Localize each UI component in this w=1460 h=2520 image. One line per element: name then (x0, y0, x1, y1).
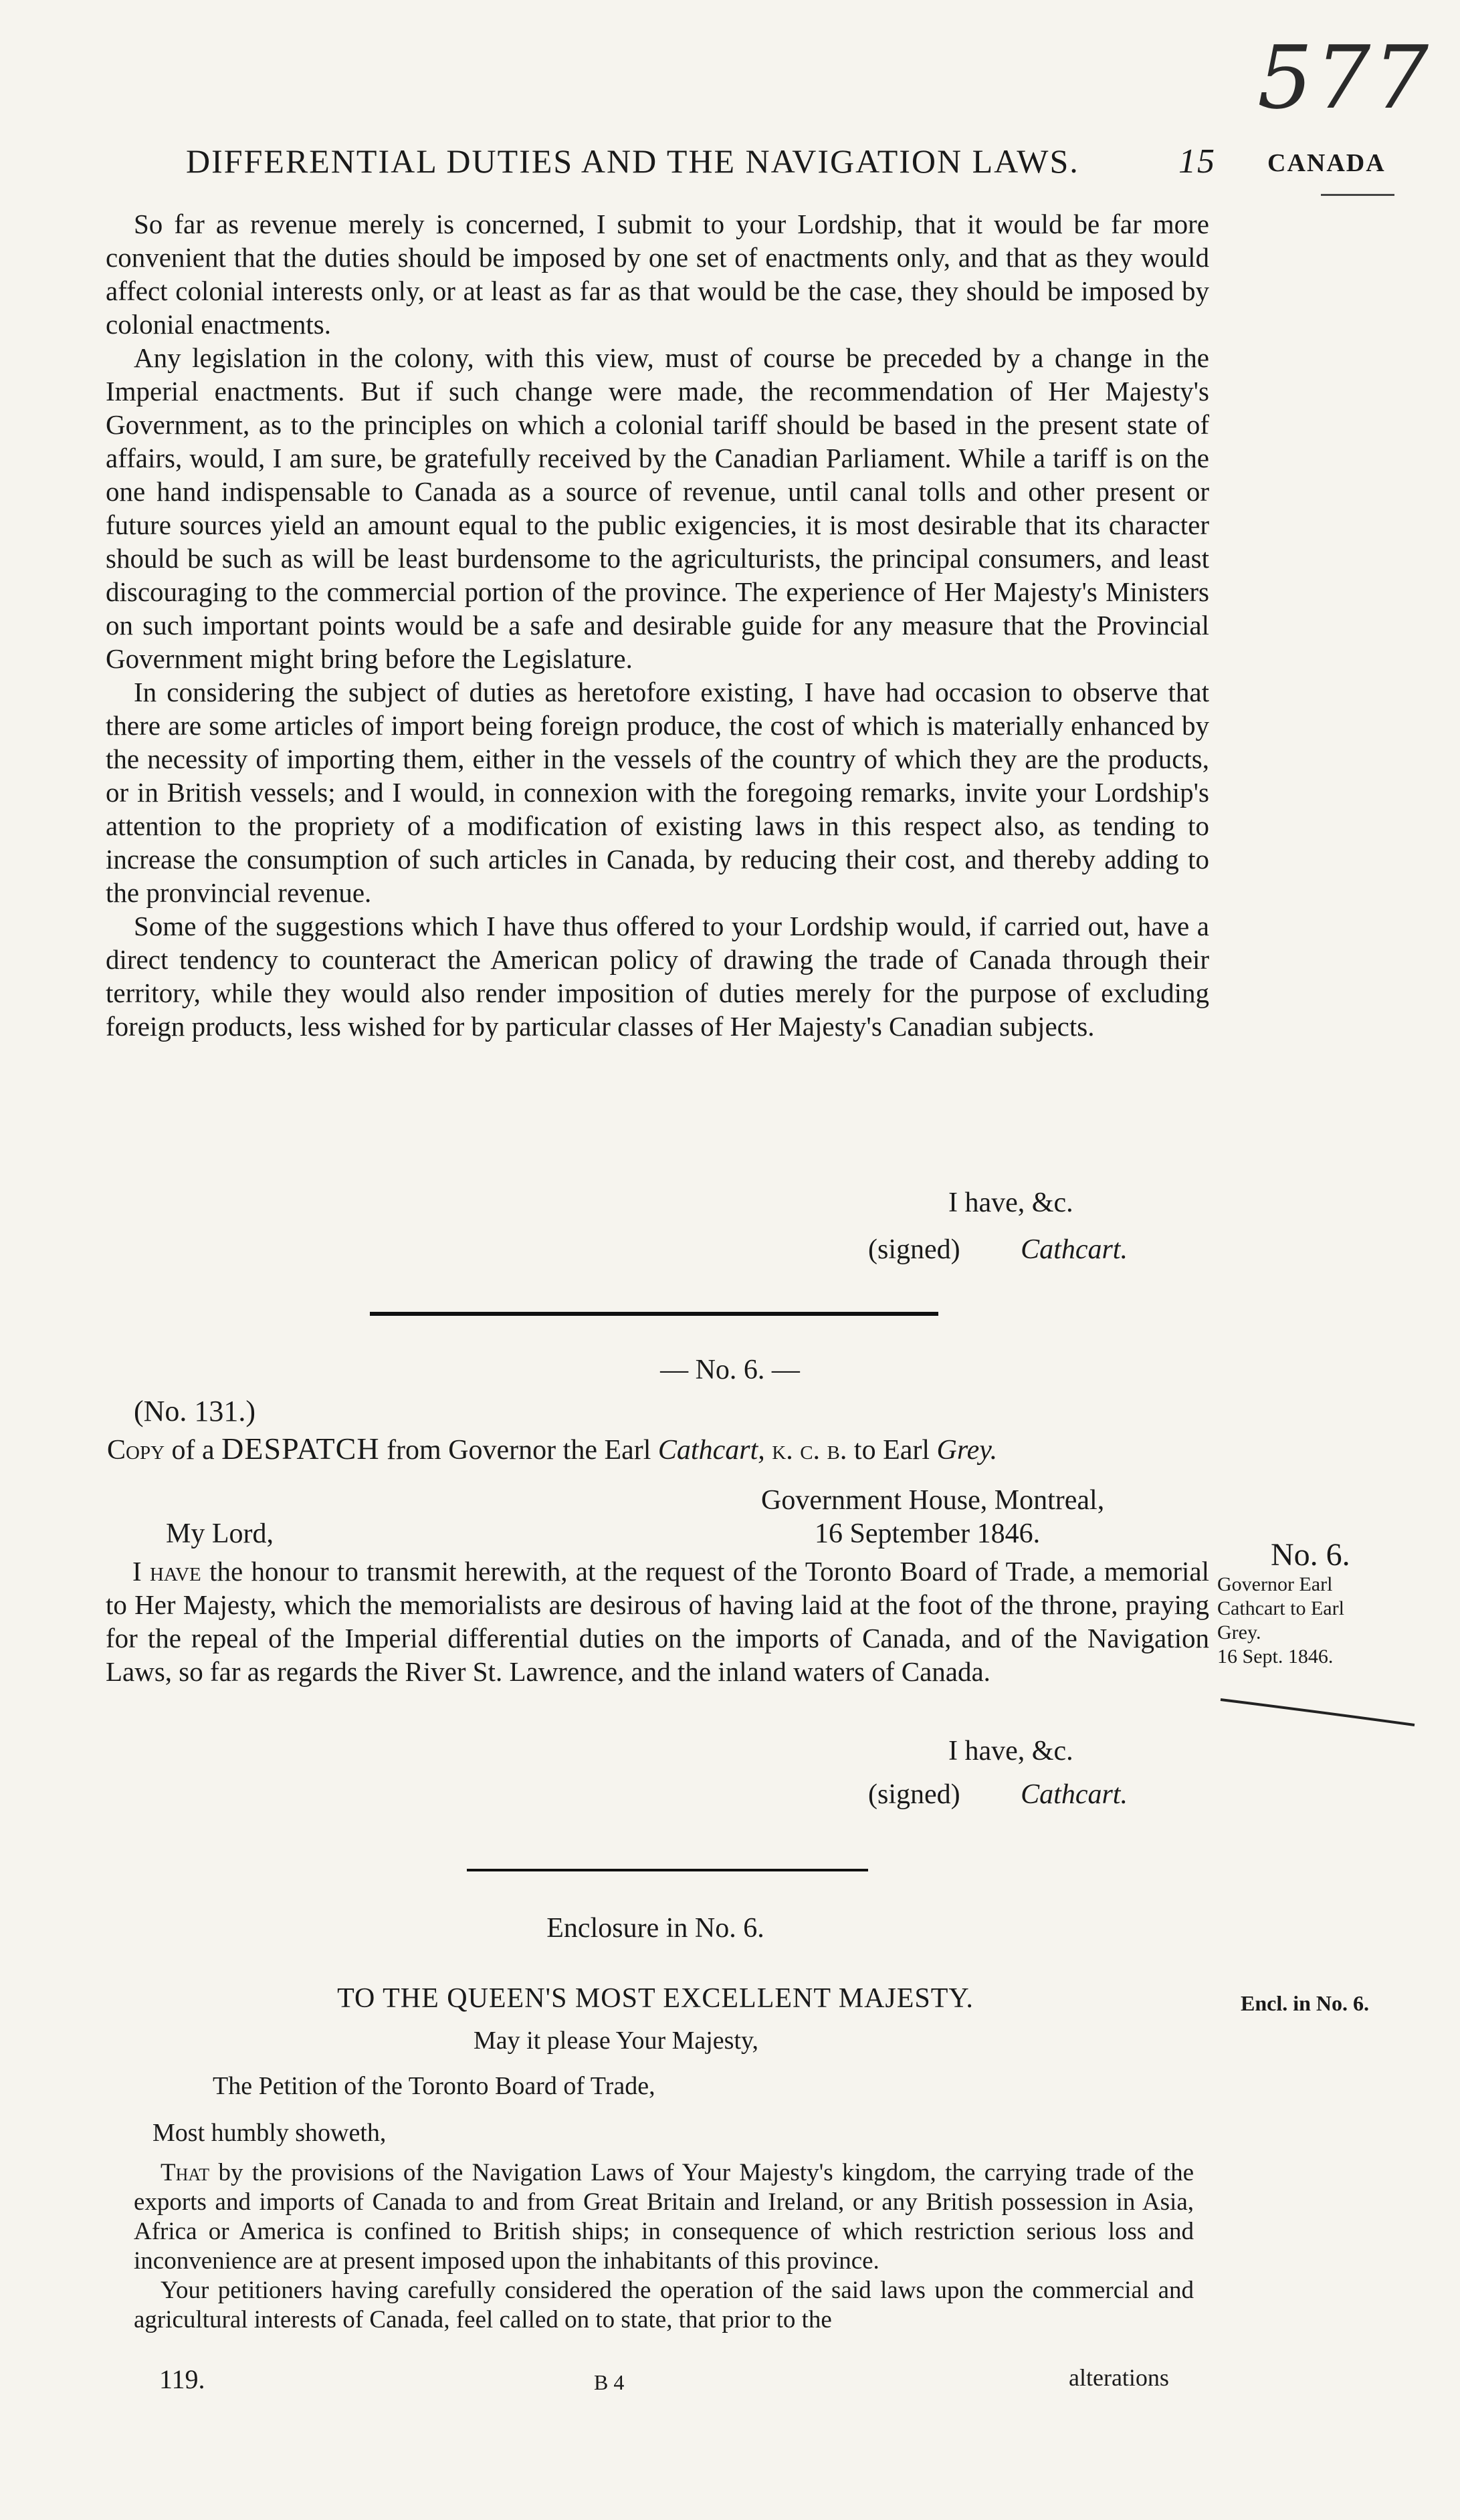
margin-pen-stroke (1217, 1692, 1418, 1732)
may-it-please: May it please Your Majesty, (474, 2027, 759, 2055)
margin-no6-line1: Governor Earl (1217, 1573, 1333, 1595)
signature-mark: B 4 (594, 2370, 625, 2394)
petition-body (134, 2158, 1194, 2335)
margin-no6-number: No. 6. (1271, 1537, 1350, 1573)
paragraph-2: Any legislation in the colony, with this view, must of course be preceded by a change in the Imperial enactments. But if such change were made, the recommendation of Her Majesty's Government, as to the principles on which a colonial tariff should be based in the present state of affairs, would, I am sure, be gratefully received by the Canadian Parliament. While a tariff is on the one hand indispensable to Canada as a source of revenue, until canal tolls and other present or future sources yield an amount equal to the public exigencies, it is most desirable that its character should be such as will be least burdensome to the agriculturists, the principal consumers, and least discouraging to the commercial portion of the province. The experience of Her Majesty's Ministers on such important points would be a safe and desirable guide for any measure that the Provincial Government might bring before the Legislature. (106, 342, 1209, 674)
despatch-body (106, 1555, 1209, 1688)
signed-label: (signed) (868, 1234, 960, 1265)
petition-paragraph-2: Your petitioners having carefully considered the operation of the said laws upon the commercial and agricultural interests of Canada, feel called on to state, that prior to the (134, 2277, 1194, 2333)
grey-name: Grey. (936, 1435, 998, 1466)
handwritten-folio: 577 (1257, 27, 1432, 128)
petition-paragraph-1 (134, 2158, 1194, 2276)
showeth: Most humbly showeth, (152, 2119, 387, 2147)
page-number: 15 (1178, 142, 1216, 181)
signatory-name-2: Cathcart. (1021, 1779, 1128, 1810)
margin-note-no6 (1217, 1538, 1438, 1669)
paragraph-4: Some of the suggestions which I have thus offered to your Lordship would, if carried out, have a direct tendency to counteract the American policy of drawing the trade of Canada through their territory, while they would also render imposition of duties merely for the purpose of excluding foreign products, less wished for by particular classes of Her Majesty's Canadian subjects. (106, 911, 1209, 1042)
footer-left-number: 119. (159, 2364, 205, 2394)
paragraph-1: So far as revenue merely is concerned, I submit to your Lordship, that it would be far more convenient that the duties should be imposed by one set of enactments only, and that as they would affect colonial interests only, or at least as far as that would be the case, they should be imposed by colonial enactments. (106, 209, 1209, 340)
letter-body-top (106, 207, 1209, 1043)
address-date: 16 September 1846. (815, 1518, 1041, 1549)
margin-encl: Encl. in No. 6. (1241, 1991, 1370, 2015)
colony-label: CANADA (1267, 149, 1386, 177)
to-text: to Earl (853, 1435, 930, 1466)
no6-heading: — No. 6. — (660, 1355, 800, 1385)
despatch-title (107, 1431, 997, 1466)
despatch-number: (No. 131.) (134, 1395, 256, 1427)
signatory-name: Cathcart. (1021, 1234, 1128, 1265)
closing-signature-2 (868, 1779, 1128, 1811)
enclosure-heading: Enclosure in No. 6. (546, 1913, 764, 1944)
colony-rule (1321, 194, 1394, 196)
copy-word: Copy (107, 1435, 165, 1466)
margin-no6-line3: Grey. (1217, 1621, 1261, 1643)
closing-i-have-1: I have, &c. (948, 1187, 1073, 1218)
despatch-lead: I have (132, 1556, 201, 1587)
running-head-title: DIFFERENTIAL DUTIES AND THE NAVIGATION LAWS. (186, 142, 1079, 180)
petition-lead: That (161, 2159, 210, 2186)
petition-of: The Petition of the Toronto Board of Trade, (213, 2072, 655, 2100)
salutation: My Lord, (166, 1518, 274, 1549)
of-a-text: of a (171, 1435, 215, 1466)
petition-title: TO THE QUEEN'S MOST EXCELLENT MAJESTY. (337, 1983, 974, 2014)
section-rule-1 (370, 1312, 938, 1316)
section-rule-2 (467, 1869, 868, 1871)
closing-signature-1 (868, 1234, 1128, 1266)
kcb-text: k. c. b. (772, 1435, 847, 1466)
petition-text-1: by the provisions of the Navigation Laws of Your Majesty's kingdom, the carrying trade of the exports and imports of Canada to and from Great Britain and Ireland, or any British possession in Asia, Africa or America is confined to British ships; in consequence of which restriction serious loss and inconvenience are at present imposed upon the inhabitants of this province. (134, 2159, 1194, 2275)
running-head (186, 142, 1216, 181)
despatch-paragraph (106, 1555, 1209, 1688)
catchword: alterations (1069, 2364, 1169, 2391)
paragraph-3: In considering the subject of duties as heretofore existing, I have had occasion to observe that there are some articles of import being foreign produce, the cost of which is materially enhanced by the necessity of importing them, either in the vessels of the country of which they are the products, or in British vessels; and I would, in connexion with the foregoing remarks, invite your Lordship's attention to the propriety of a modification of existing laws in this respect also, as tending to increase the consumption of such articles in Canada, by reducing their cost, and thereby adding to the pronvincial revenue. (106, 677, 1209, 908)
signed-label-2: (signed) (868, 1779, 960, 1810)
address-place: Government House, Montreal, (761, 1485, 1105, 1516)
earl-name: Cathcart, (657, 1435, 765, 1466)
despatch-word: DESPATCH (221, 1431, 380, 1466)
closing-i-have-2: I have, &c. (948, 1736, 1073, 1766)
margin-no6-line2: Cathcart to Earl (1217, 1597, 1344, 1619)
from-text: from Governor the Earl (387, 1435, 651, 1466)
margin-no6-line4: 16 Sept. 1846. (1217, 1645, 1334, 1668)
despatch-text: the honour to transmit herewith, at the request of the Toronto Board of Trade, a memorial to Her Majesty, which the memorialists are desirous of having laid at the foot of the throne, praying for the repeal of the Imperial differential duties on the imports of Canada, and of the Navigation Laws, so far as regards the River St. Lawrence, and the inland waters of Canada. (106, 1556, 1209, 1687)
